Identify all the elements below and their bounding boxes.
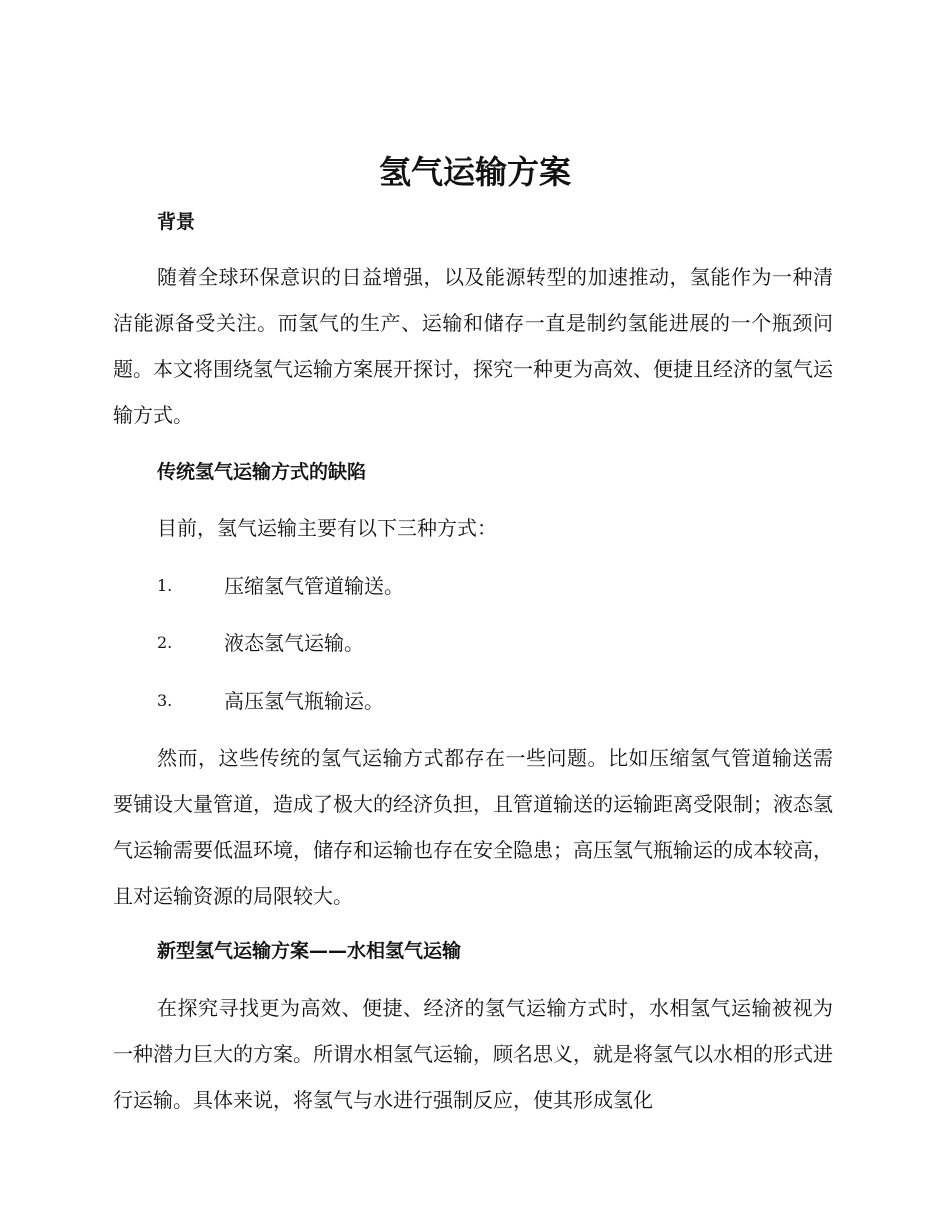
document-title: 氢气运输方案 (378, 153, 571, 191)
list-item-text: 高压氢气瓶输运。 (224, 689, 384, 713)
list-item-number: 2. (157, 633, 173, 652)
new-scheme-paragraph: 在探究寻找更为高效、便捷、经济的氢气运输方式时，水相氢气运输被视为一种潜力巨大的方案。所谓水相氢气运输，顾名思义，就是将氢气以水相的形式进行运输。具体来说，将氢气与水进行强制反应，使其形成氢化 (113, 996, 833, 1112)
list-item-number: 1. (157, 576, 173, 595)
traditional-problems-paragraph: 然而，这些传统的氢气运输方式都存在一些问题。比如压缩氢气管道输送需要铺设大量管道，造成了极大的经济负担，且管道输送的运输距离受限制；液态氢气运输需要低温环境，储存和运输也存在安全隐患；高压氢气瓶输运的成本较高，且对运输资源的局限较大。 (113, 746, 833, 908)
section-heading-new-scheme: 新型氢气运输方案——水相氢气运输 (157, 940, 462, 962)
list-item-text: 液态氢气运输。 (224, 631, 364, 655)
section-heading-traditional-defects: 传统氢气运输方式的缺陷 (157, 461, 367, 483)
list-item-number: 3. (157, 691, 173, 710)
background-paragraph: 随着全球环保意识的日益增强，以及能源转型的加速推动，氢能作为一种清洁能源备受关注。而氢气的生产、运输和储存一直是制约氢能进展的一个瓶颈问题。本文将围绕氢气运输方案展开探讨，探究一种更为高效、便捷且经济的氢气运输方式。 (113, 265, 833, 427)
list-item-text: 压缩氢气管道输送。 (224, 574, 404, 598)
traditional-intro: 目前，氢气运输主要有以下三种方式： (157, 516, 497, 540)
section-heading-background: 背景 (157, 211, 196, 233)
